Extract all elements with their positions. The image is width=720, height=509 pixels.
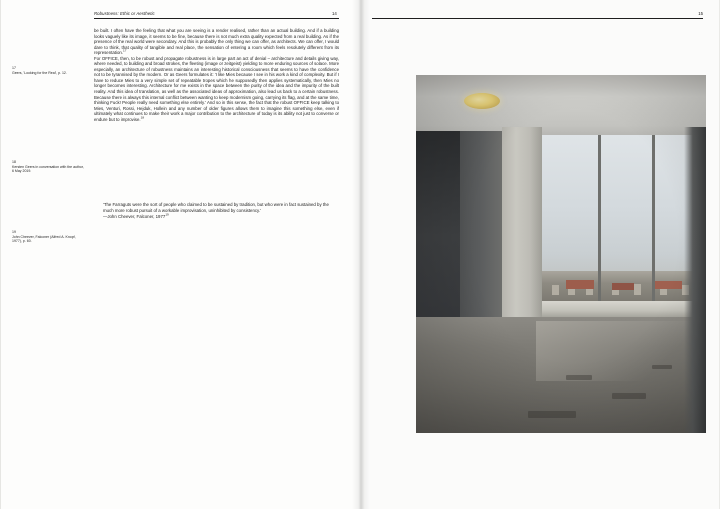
body-paragraph-1-text: be built. I often have the feeling that what you are seeing is a render realised, rather than an actual building. And if a building looks vaguely like its image, it seems to be fine, because there is not much extra quality expected from a real building. As if the presence of the real world were secondary. And this is probably the only thing we can offer, as architects. We can offer, I would dare to think, that quality of tangible and real place, the sensation of entering a room which feels resolutely different from its representation. — [94, 28, 339, 56]
margin-note-18 — [12, 160, 84, 174]
body-paragraph-2-text: For OFFICE, then, to be robust and propagate robustness is in large part an act of denial – architecture and details giving way, where needed, to building and broad strokes, the fleeting (image or zeitgeist) yielding to more enduring sources of solace. More especially, an architecture of robustness maintains an interesting historical consciousness that seems to have the confidence not to be tyrannised by the modern. Or as Geers formulates it: 'I like Mies because I see in his work a kind of complexity. But if I have to reduce Mies to a very simple set of repeatable tropes which he supposedly then applies systematically, then Mies no longer becomes interesting. Architecture for me exists in the space between the purity of the idea and the impurity of the built reality. And this idea of translation, as well as the associated ideas of approximation, also lead us back to a certain robustness. Because there is always this internal conflict between wanting to keep modernism going, carrying its flag, and at the same time, thinking Fuck! People really need something else entirely.' And so in this sense, the fact that the robust OFFICE keep talking to Mies, Venturi, Rossi, Hejduk, Hollein and any number of older figures allows them to imagine this something else, even if ultimately what continues to make their work a major contribution to the architecture of today is its ability not just to converse or endure but to improvise. — [94, 55, 339, 122]
margin-note-19-text: John Cheever, Falconer (Alfred A. Knopf, 1977), p. 60. — [12, 234, 76, 243]
block-quote-attribution — [103, 214, 331, 220]
photo-canvas — [416, 75, 706, 433]
block-quote-attribution-text: —John Cheever, Falconer, 1977 — [103, 214, 166, 220]
page-edge — [0, 0, 1, 509]
footnote-ref-18: 18 — [140, 115, 145, 120]
margin-note-17-number: 17 — [12, 66, 16, 70]
page-number-left: 14 — [332, 11, 337, 16]
footnote-ref-17: 17 — [122, 48, 127, 53]
block-quote — [103, 202, 331, 220]
page-number-right: 15 — [698, 11, 703, 16]
body-text-column — [94, 28, 339, 122]
margin-note-17-text: Geers, 'Looking for the Real', p. 12. — [12, 70, 67, 75]
footnote-ref-19: 19 — [165, 212, 169, 217]
margin-note-17 — [12, 66, 84, 75]
header-rule-right — [372, 18, 703, 19]
margin-note-19-number: 19 — [12, 230, 16, 234]
body-paragraph-1 — [94, 28, 339, 56]
margin-note-19 — [12, 230, 84, 244]
margin-note-18-number: 18 — [12, 160, 16, 164]
body-paragraph-2 — [94, 56, 339, 123]
margin-note-18-text: Kersten Geers in conversation with the author, 6 May 2019. — [12, 164, 84, 173]
photo-vignette — [416, 75, 706, 433]
header-rule-left — [94, 18, 339, 19]
interior-construction-photograph — [416, 75, 706, 433]
running-head-title: Robustness: Ethic or Aesthetic — [94, 11, 155, 16]
block-quote-text: 'The Farraguts were the sort of people who claimed to be sustained by tradition, but who were in fact sustained by the much more robust pursuit of a workable improvisation, uninhibited by consistency.' — [103, 202, 329, 213]
